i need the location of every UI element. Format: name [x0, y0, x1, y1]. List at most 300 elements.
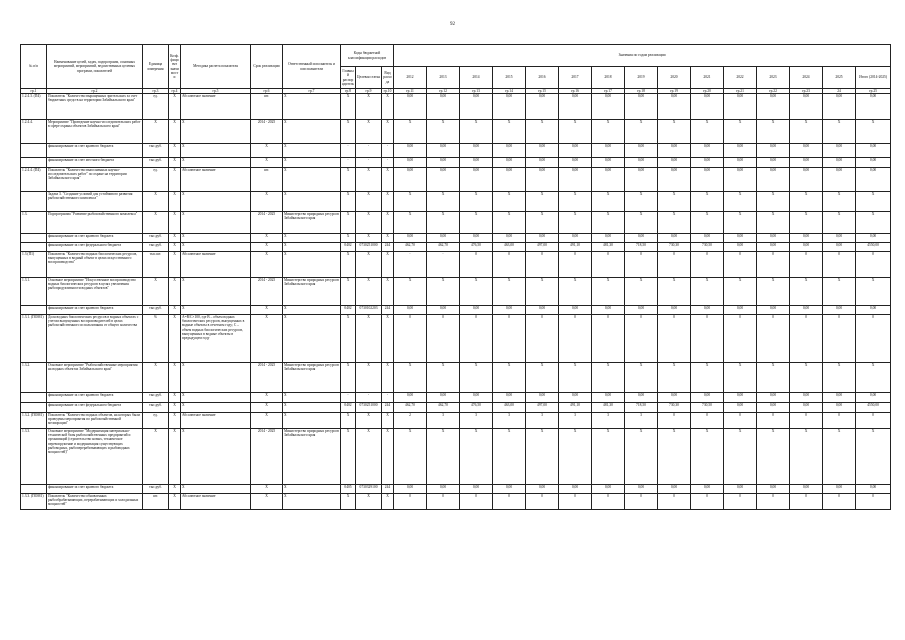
cell-ts: X	[356, 252, 382, 278]
cell-method: X	[181, 278, 251, 306]
cell-value: 0	[856, 413, 891, 429]
cell-exec: X	[283, 494, 341, 510]
cell-value: 476,50	[460, 243, 493, 252]
cell-value: 497,00	[526, 243, 559, 252]
cell-ts: -	[356, 393, 382, 403]
cell-unit: X	[143, 363, 169, 393]
cell-value: X	[526, 192, 559, 212]
cell-value: X	[559, 120, 592, 144]
cell-value: 0,00	[724, 403, 757, 413]
table-row	[21, 485, 891, 494]
cell-value: 0,00	[526, 485, 559, 494]
cell-value: 0	[658, 494, 691, 510]
cell-no	[21, 158, 47, 168]
cell-term: 2014 - 2025	[251, 363, 283, 393]
cell-value: 497,00	[526, 403, 559, 413]
column-number: гр.23	[790, 89, 823, 94]
cell-value: 0,00	[658, 158, 691, 168]
cell-value: 0,00	[823, 306, 856, 315]
header-year: 2022	[724, 67, 757, 89]
cell-value: 0	[460, 494, 493, 510]
cell-method: X	[181, 485, 251, 494]
cell-value: 463,00	[493, 403, 526, 413]
cell-value: 0,00	[790, 168, 823, 192]
cell-coef: X	[169, 234, 181, 243]
cell-value: X	[427, 120, 460, 144]
cell-value: X	[493, 278, 526, 306]
cell-name: Задача 3. "Создание условий для устойчивого развития рыбохозяйственного комплекса"	[47, 192, 143, 212]
cell-value: X	[691, 429, 724, 485]
cell-exec: X	[283, 192, 341, 212]
cell-value: 0,00	[493, 393, 526, 403]
cell-ts: -	[356, 158, 382, 168]
cell-value: X	[592, 429, 625, 485]
cell-value: X	[823, 363, 856, 393]
cell-value: 0,00	[559, 144, 592, 158]
cell-value: 0	[691, 413, 724, 429]
cell-value: X	[790, 363, 823, 393]
header-no: № п/п	[21, 45, 47, 89]
cell-unit: тыс.шт.	[143, 252, 169, 278]
cell-value: 0,00	[823, 158, 856, 168]
cell-coef: X	[169, 212, 181, 234]
cell-unit: тыс.руб.	[143, 234, 169, 243]
cell-value: 0,00	[526, 168, 559, 192]
column-number: гр.16	[559, 89, 592, 94]
cell-ts: X	[356, 234, 382, 243]
cell-coef: X	[169, 158, 181, 168]
column-number: гр.5	[181, 89, 251, 94]
cell-method: Абсолютное значение	[181, 252, 251, 278]
cell-value: 0	[526, 494, 559, 510]
cell-value: X	[757, 278, 790, 306]
cell-value: X	[790, 120, 823, 144]
cell-value: 0,00	[592, 158, 625, 168]
cell-value: 0,00	[724, 243, 757, 252]
cell-exec: X	[283, 144, 341, 158]
cell-value: X	[724, 363, 757, 393]
cell-value: X	[856, 278, 891, 306]
cell-value: 3	[559, 413, 592, 429]
cell-term: X	[251, 393, 283, 403]
cell-value: X	[823, 278, 856, 306]
cell-value: X	[757, 192, 790, 212]
header-ts: Целевая статья	[356, 67, 382, 89]
header-coef: Коэф. фициент значимости	[169, 45, 181, 89]
cell-value: X	[658, 212, 691, 234]
table-row	[21, 252, 891, 278]
cell-value: 481,30	[592, 243, 625, 252]
cell-value: 0	[427, 315, 460, 363]
cell-coef: X	[169, 393, 181, 403]
cell-value: X	[724, 429, 757, 485]
cell-method: X	[181, 393, 251, 403]
cell-value: 0,00	[856, 234, 891, 243]
cell-value: 0,00	[724, 94, 757, 120]
cell-value: X	[691, 212, 724, 234]
cell-value: 0,00	[559, 485, 592, 494]
cell-value: 0,00	[823, 243, 856, 252]
cell-vr: X	[382, 429, 394, 485]
cell-unit: тыс.руб.	[143, 403, 169, 413]
cell-value: 0,00	[823, 393, 856, 403]
cell-value: X	[526, 278, 559, 306]
cell-value: 718,50	[625, 243, 658, 252]
cell-value: 0,00	[691, 234, 724, 243]
cell-value: 0,00	[493, 485, 526, 494]
cell-unit: X	[143, 278, 169, 306]
cell-value: X	[427, 212, 460, 234]
cell-term: 2014 - 2025	[251, 120, 283, 144]
header-method: Методика расчета показателя	[181, 45, 251, 89]
cell-value: 0,00	[790, 158, 823, 168]
header-budget-group: Коды бюджетной классификации расходов	[341, 45, 394, 67]
cell-value: 0,00	[526, 144, 559, 158]
cell-coef: X	[169, 120, 181, 144]
cell-ts: 0730329100	[356, 485, 382, 494]
cell-value: X	[526, 120, 559, 144]
cell-ts: X	[356, 494, 382, 510]
column-number: гр.12	[427, 89, 460, 94]
cell-value: 0,00	[691, 306, 724, 315]
cell-value: 0,00	[790, 234, 823, 243]
cell-value: X	[427, 278, 460, 306]
cell-value: X	[691, 120, 724, 144]
cell-value: 491,10	[559, 403, 592, 413]
column-number: гр.7	[283, 89, 341, 94]
cell-name: финансирование за счет краевого бюджета	[47, 144, 143, 158]
cell-method: X	[181, 234, 251, 243]
cell-vr: X	[382, 494, 394, 510]
cell-value: 0	[592, 252, 625, 278]
cell-value: X	[856, 212, 891, 234]
cell-method: Абсолютное значение	[181, 94, 251, 120]
cell-value: 0,00	[790, 393, 823, 403]
cell-name: финансирование за счет местного бюджета	[47, 158, 143, 168]
cell-value: 0,00	[757, 306, 790, 315]
cell-value: 0,00	[724, 306, 757, 315]
cell-coef: X	[169, 168, 181, 192]
cell-vr: X	[382, 120, 394, 144]
cell-name: финансирование за счет краевого бюджета	[47, 485, 143, 494]
cell-exec: X	[283, 485, 341, 494]
cell-value: X	[691, 278, 724, 306]
cell-value: X	[790, 192, 823, 212]
cell-gr: X	[341, 494, 356, 510]
cell-method: X	[181, 243, 251, 252]
cell-exec: X	[283, 243, 341, 252]
cell-value: 730,30	[658, 243, 691, 252]
cell-value: X	[625, 212, 658, 234]
cell-ts: X	[356, 120, 382, 144]
header-exec: Ответственный исполнитель и соисполнители	[283, 45, 341, 89]
cell-vr: X	[382, 234, 394, 243]
cell-value: 0,00	[394, 158, 427, 168]
cell-value: 462,70	[427, 243, 460, 252]
cell-coef: X	[169, 243, 181, 252]
cell-term: X	[251, 403, 283, 413]
cell-value: 0	[625, 315, 658, 363]
cell-value: 0,00	[526, 306, 559, 315]
cell-value: 0	[658, 252, 691, 278]
column-number: гр.13	[460, 89, 493, 94]
column-number: гр.8	[341, 89, 356, 94]
cell-unit: ед.	[143, 168, 169, 192]
cell-value: X	[559, 278, 592, 306]
cell-coef: X	[169, 144, 181, 158]
cell-unit: X	[143, 120, 169, 144]
cell-value: X	[757, 429, 790, 485]
cell-vr: X	[382, 212, 394, 234]
program-table	[20, 44, 891, 510]
cell-value: X	[823, 212, 856, 234]
header-unit: Единица измерения	[143, 45, 169, 89]
cell-name: Мероприятие "Проведение научно-исследовательских работ в сфере охраны объектов Забайкальского края"	[47, 120, 143, 144]
cell-value: X	[427, 363, 460, 393]
cell-value: X	[460, 212, 493, 234]
cell-value: 0,00	[856, 144, 891, 158]
cell-name: Доля водных биологических ресурсов в водных объектах с учетом выпущенных воспроизводителей в целях рыбохозяйственного использования от общего количества	[47, 315, 143, 363]
cell-method: А=В/С×100, где В – объем водных биологических ресурсов, выпущенных в водные объекты в отчетном году; С – объем водных биологических ресурсов, выпущенных в водные объекты в предыдущем году	[181, 315, 251, 363]
header-year: Итого (2014-2025)	[856, 67, 891, 89]
cell-name: финансирование за счет федерального бюджета	[47, 403, 143, 413]
cell-value: 0,00	[493, 168, 526, 192]
cell-vr: -	[382, 158, 394, 168]
cell-gr: X	[341, 120, 356, 144]
cell-exec: X	[283, 315, 341, 363]
cell-value: X	[658, 363, 691, 393]
cell-value: 0	[526, 315, 559, 363]
cell-unit: тыс.руб.	[143, 306, 169, 315]
cell-gr: 0402	[341, 243, 356, 252]
cell-no	[21, 192, 47, 212]
cell-no: 1.3.3.	[21, 429, 47, 485]
cell-value: 0,00	[493, 306, 526, 315]
table-row	[21, 234, 891, 243]
cell-value: 0,00	[691, 144, 724, 158]
cell-ts: X	[356, 278, 382, 306]
table-row	[21, 243, 891, 252]
cell-value: X	[757, 363, 790, 393]
cell-value: 0,00	[526, 158, 559, 168]
cell-unit: тыс.руб.	[143, 393, 169, 403]
cell-value: 0,00	[394, 485, 427, 494]
cell-term: X	[251, 494, 283, 510]
cell-value: 0	[724, 252, 757, 278]
cell-value: X	[460, 120, 493, 144]
cell-value: 0,00	[427, 94, 460, 120]
header-year: 2015	[493, 67, 526, 89]
cell-value: 0	[823, 413, 856, 429]
cell-gr: X	[341, 278, 356, 306]
cell-value: 0	[592, 315, 625, 363]
cell-value: 0,00	[757, 144, 790, 158]
table-row	[21, 144, 891, 158]
cell-value: 0	[757, 494, 790, 510]
column-number: гр.15	[526, 89, 559, 94]
cell-value: 0	[493, 252, 526, 278]
cell-value: X	[658, 192, 691, 212]
cell-name: Основное мероприятие "Рыбохозяйственные мероприятия на водных объектах Забайкальского края"	[47, 363, 143, 393]
cell-exec: X	[283, 252, 341, 278]
cell-value: X	[658, 278, 691, 306]
header-gr: Главный распорядитель	[341, 67, 356, 89]
cell-ts: X	[356, 94, 382, 120]
cell-value: 0,00	[757, 168, 790, 192]
cell-ts: -	[356, 144, 382, 158]
cell-name: Показатель "Количество водных объектов, на которых были проведены мероприятия по рыбохозяйственной мелиорации"	[47, 413, 143, 429]
cell-vr: 244	[382, 243, 394, 252]
table-row	[21, 413, 891, 429]
cell-value: 0,00	[790, 94, 823, 120]
cell-value: 0	[790, 252, 823, 278]
cell-value: X	[460, 429, 493, 485]
cell-value: 0,00	[724, 158, 757, 168]
cell-term: X	[251, 315, 283, 363]
cell-value: X	[394, 212, 427, 234]
cell-value: 0	[790, 494, 823, 510]
cell-value: 0,00	[823, 485, 856, 494]
cell-value: X	[724, 212, 757, 234]
cell-coef: X	[169, 192, 181, 212]
cell-no: 1.3 (П1)	[21, 252, 47, 278]
cell-value: 0,00	[559, 306, 592, 315]
cell-value: X	[625, 429, 658, 485]
cell-value: X	[460, 278, 493, 306]
cell-term: X	[251, 234, 283, 243]
table-row	[21, 393, 891, 403]
cell-value: 0	[427, 494, 460, 510]
cell-value: X	[856, 120, 891, 144]
cell-no: 1.3.1. (ПОМ1)	[21, 315, 47, 363]
cell-unit: шт.	[143, 494, 169, 510]
cell-value: 0,00	[460, 393, 493, 403]
cell-term: 2014 - 2025	[251, 278, 283, 306]
cell-value: 0,00	[823, 168, 856, 192]
cell-exec: X	[283, 94, 341, 120]
cell-vr: X	[382, 168, 394, 192]
cell-value: 0	[823, 494, 856, 510]
cell-value: 0	[724, 413, 757, 429]
table-row	[21, 403, 891, 413]
cell-value: 0,00	[592, 306, 625, 315]
cell-value: 0,00	[625, 306, 658, 315]
cell-value: 0,00	[724, 168, 757, 192]
cell-no	[21, 485, 47, 494]
cell-exec: X	[283, 306, 341, 315]
cell-value: 0	[724, 494, 757, 510]
cell-method: X	[181, 306, 251, 315]
cell-vr: 244	[382, 306, 394, 315]
cell-value: 0,00	[658, 144, 691, 158]
table-row	[21, 158, 891, 168]
column-number: гр.6	[251, 89, 283, 94]
table-row	[21, 429, 891, 485]
cell-name: финансирование за счет краевого бюджета	[47, 306, 143, 315]
cell-coef: X	[169, 363, 181, 393]
cell-value: 0,00	[427, 393, 460, 403]
cell-value: 0,00	[658, 306, 691, 315]
column-number: гр.3	[143, 89, 169, 94]
cell-value: 3	[493, 413, 526, 429]
header-year: 2013	[427, 67, 460, 89]
header-values-group: Значения по годам реализации	[394, 45, 891, 67]
cell-value: 0	[493, 494, 526, 510]
cell-value: 0,00	[625, 485, 658, 494]
cell-value: X	[460, 192, 493, 212]
column-number: гр.19	[658, 89, 691, 94]
cell-value: 0	[625, 494, 658, 510]
cell-gr: X	[341, 315, 356, 363]
cell-exec: Министерство природных ресурсов Забайкальского края	[283, 212, 341, 234]
cell-gr: -	[341, 393, 356, 403]
cell-gr: -	[341, 158, 356, 168]
cell-gr: X	[341, 363, 356, 393]
cell-name: финансирование за счет краевого бюджета	[47, 234, 143, 243]
cell-value: 0,00	[559, 168, 592, 192]
cell-exec: X	[283, 158, 341, 168]
cell-value: X	[592, 278, 625, 306]
cell-coef: X	[169, 252, 181, 278]
cell-value: 0,00	[460, 94, 493, 120]
cell-value: X	[724, 192, 757, 212]
cell-ts: 0730251000	[356, 403, 382, 413]
cell-value: 0,00	[823, 234, 856, 243]
cell-value: 3	[625, 413, 658, 429]
column-number: гр.21	[724, 89, 757, 94]
cell-value: X	[493, 212, 526, 234]
cell-value: X	[724, 278, 757, 306]
cell-value: 0,00	[757, 243, 790, 252]
cell-coef: X	[169, 403, 181, 413]
cell-value: 462,70	[394, 403, 427, 413]
cell-value: X	[559, 429, 592, 485]
cell-value: 0	[460, 315, 493, 363]
cell-vr: X	[382, 363, 394, 393]
cell-value: X	[526, 212, 559, 234]
cell-coef: X	[169, 278, 181, 306]
cell-value: 0	[625, 252, 658, 278]
cell-value: 0	[790, 315, 823, 363]
cell-value: X	[493, 429, 526, 485]
cell-name: Показатель "Количество обновленных рыбообрабатывающих, перерабатывающих и холодильных мощностей"	[47, 494, 143, 510]
cell-value: X	[625, 278, 658, 306]
cell-coef: X	[169, 494, 181, 510]
cell-value: 0,00	[724, 393, 757, 403]
table-row	[21, 212, 891, 234]
table-row	[21, 94, 891, 120]
cell-value: 0	[856, 315, 891, 363]
cell-value: 0,00	[724, 234, 757, 243]
cell-method: X	[181, 429, 251, 485]
cell-value: 0	[790, 413, 823, 429]
header-year: 2020	[658, 67, 691, 89]
table-row	[21, 363, 891, 393]
column-number: гр.10	[382, 89, 394, 94]
cell-value: 0,00	[658, 485, 691, 494]
cell-coef: X	[169, 413, 181, 429]
cell-term: X	[251, 144, 283, 158]
cell-value: X	[625, 120, 658, 144]
cell-value: X	[724, 120, 757, 144]
cell-value: X	[790, 278, 823, 306]
table-row	[21, 306, 891, 315]
column-number: гр.22	[757, 89, 790, 94]
cell-gr: X	[341, 252, 356, 278]
cell-value: X	[394, 192, 427, 212]
cell-name: финансирование за счет краевого бюджета	[47, 393, 143, 403]
header-year: 2019	[625, 67, 658, 89]
